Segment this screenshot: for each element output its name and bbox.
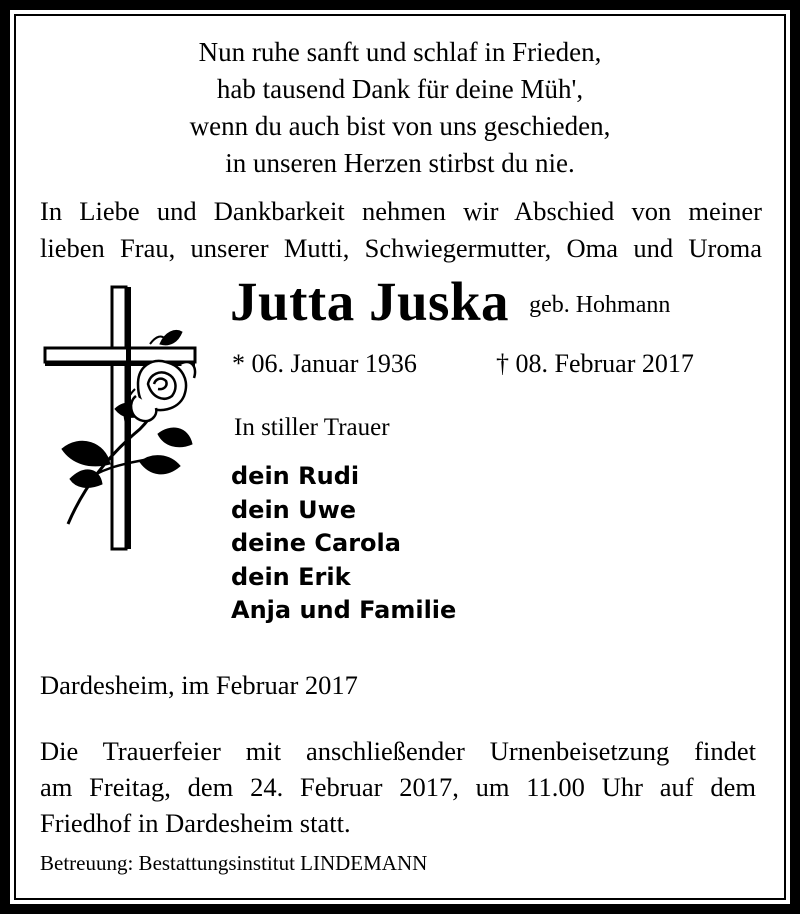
deceased-name-line [230,270,670,333]
poem-line: Nun ruhe sanft und schlaf in Frieden, [198,37,602,67]
intro-text [40,193,762,267]
death-date: † 08. Februar 2017 [496,349,694,378]
place-date: Dardesheim, im Februar 2017 [40,670,358,700]
ceremony-line: Friedhof in Dardesheim statt. [40,808,351,838]
ceremony-line: am Freitag, dem 24. Februar 2017, um 11.00 Uhr auf dem [40,772,756,802]
poem-line: wenn du auch bist von uns geschieden, [189,111,611,141]
deceased-name: Jutta Juska [230,271,510,332]
poem [0,34,800,182]
maiden-name: geb. Hohmann [529,292,671,318]
poem-line: in unseren Herzen stirbst du nie. [225,148,575,178]
mourner-name: dein Uwe [231,495,357,524]
poem-line: hab tausend Dank für deine Müh', [216,74,584,104]
mourner-name: Anja und Familie [231,596,457,624]
mourner-name: deine Carola [231,529,401,557]
birth-date: * 06. Januar 1936 [232,349,417,378]
mourners-list [231,460,456,628]
cross-with-rose-icon [40,284,210,554]
intro-line: lieben Frau, unserer Mutti, Schwiegermutter, Oma und Uroma [40,233,762,263]
ceremony-line: Die Trauerfeier mit anschließender Urnenbeisetzung findet [40,736,756,766]
intro-line: In Liebe und Dankbarkeit nehmen wir Abschied von meiner [40,196,762,226]
undertaker-note: Betreuung: Bestattungsinstitut LINDEMANN [40,851,428,875]
mourning-heading: In stiller Trauer [234,414,390,441]
ceremony-text [40,733,756,841]
mourner-name: dein Erik [231,562,351,591]
mourner-name: dein Rudi [231,462,360,490]
